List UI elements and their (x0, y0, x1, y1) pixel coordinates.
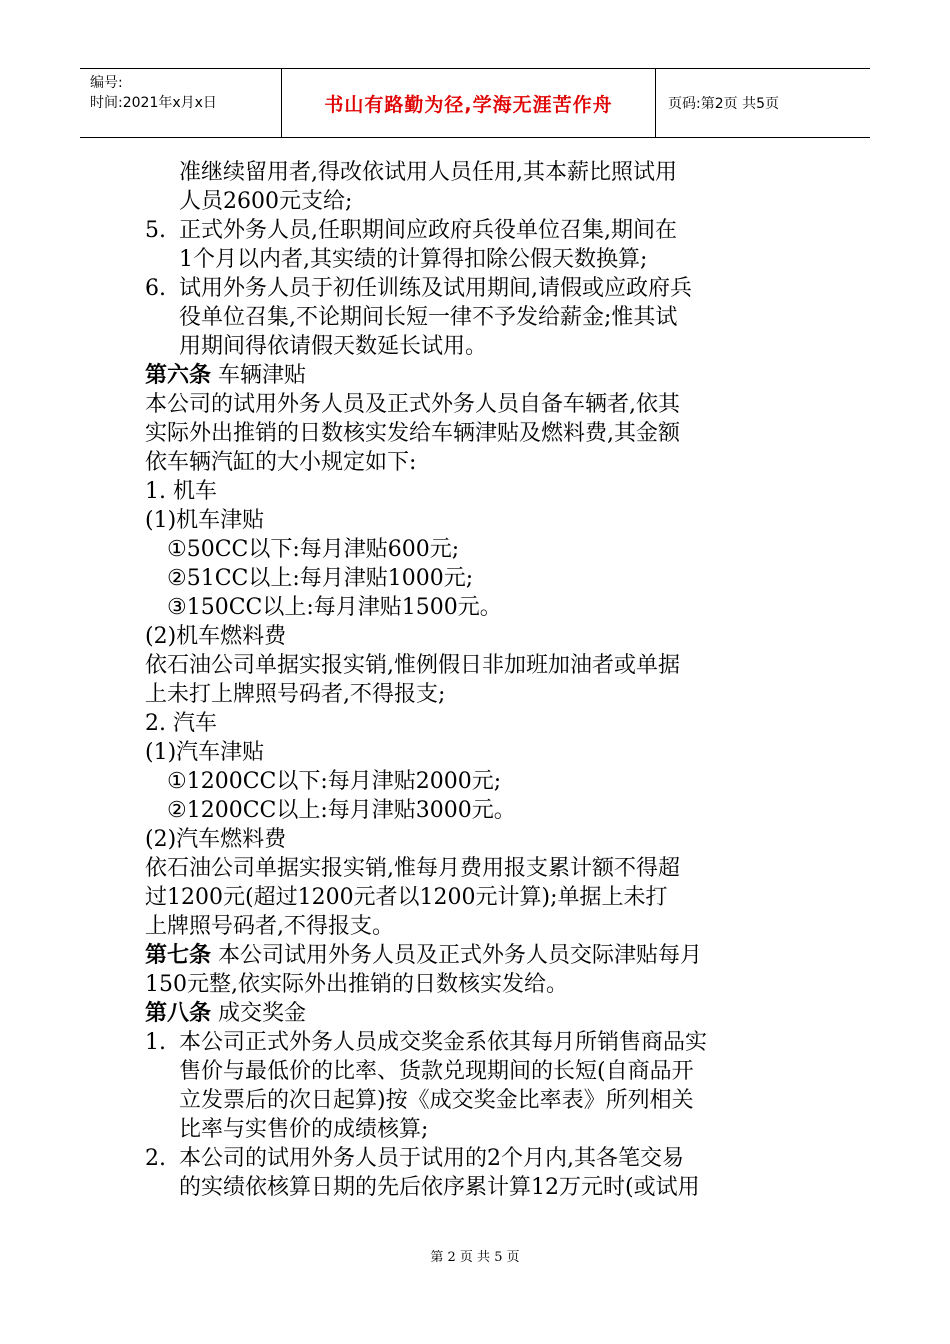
list-item (145, 274, 805, 303)
text-line: ①50CC以下:每月津贴600元; (167, 537, 460, 562)
text-line: 售价与最低价的比率、货款兑现期间的长短(自商品开 (179, 1059, 694, 1084)
text-line: 役单位召集,不论期间长短一律不予发给薪金;惟其试 (179, 305, 678, 330)
article-heading (145, 999, 805, 1028)
article-heading (145, 941, 805, 970)
text-line: ③150CC以上:每月津贴1500元。 (167, 595, 502, 620)
text-line: 人员2600元支给; (179, 189, 353, 214)
text-line: 上未打上牌照号码者,不得报支; (145, 682, 446, 707)
text-line: 过1200元(超过1200元者以1200元计算);单据上未打 (145, 885, 668, 910)
text-line: 本公司正式外务人员成交奖金系依其每月所销售商品实 (179, 1030, 708, 1055)
text-line: (1)机车津贴 (145, 508, 265, 533)
text-line: ②1200CC以上:每月津贴3000元。 (167, 798, 516, 823)
article-number: 第七条 (145, 943, 212, 968)
article-text: 本公司试用外务人员及正式外务人员交际津贴每月 (218, 943, 703, 968)
header-page-label: 页码:第2页 共5页 (668, 96, 779, 112)
text-line: 用期间得依请假天数延长试用。 (179, 334, 488, 359)
text-line: (2)机车燃料费 (145, 624, 287, 649)
list-number: 1. (145, 1030, 166, 1055)
page-footer: 第 2 页 共 5 页 (430, 1250, 520, 1265)
article-number: 第八条 (145, 1001, 212, 1026)
text-line: 150元整,依实际外出推销的日数核实发给。 (145, 972, 568, 997)
text-line: 本公司的试用外务人员及正式外务人员自备车辆者,依其 (145, 392, 680, 417)
page-header (80, 68, 870, 138)
text-line: 试用外务人员于初任训练及试用期间,请假或应政府兵 (179, 276, 692, 301)
text-line: 2. 汽车 (145, 711, 217, 736)
document-number-label: 编号: (90, 75, 123, 91)
text-line: 的实绩依核算日期的先后依序累计算12万元时(或试用 (179, 1175, 700, 1200)
text-line: 上牌照号码者,不得报支。 (145, 914, 394, 939)
list-number: 6. (145, 276, 166, 301)
text-line: ①1200CC以下:每月津贴2000元; (167, 769, 502, 794)
list-number: 2. (145, 1146, 166, 1171)
text-line: 1个月以内者,其实绩的计算得扣除公假天数换算; (179, 247, 648, 272)
article-title: 成交奖金 (218, 1001, 307, 1026)
list-item (145, 216, 805, 245)
list-item (145, 1144, 805, 1173)
article-heading (145, 361, 805, 390)
text-line: (2)汽车燃料费 (145, 827, 287, 852)
list-item (145, 1028, 805, 1057)
list-number: 5. (145, 218, 166, 243)
document-date-label: 时间:2021年x月x日 (90, 95, 217, 111)
text-line: 本公司的试用外务人员于试用的2个月内,其各笔交易 (179, 1146, 684, 1171)
text-line: 比率与实售价的成绩核算; (179, 1117, 429, 1142)
text-line: 正式外务人员,任职期间应政府兵役单位召集,期间在 (179, 218, 677, 243)
article-number: 第六条 (145, 363, 212, 388)
text-line: 依石油公司单据实报实销,惟每月费用报支累计额不得超 (145, 856, 680, 881)
header-meta (80, 69, 282, 137)
text-line: 立发票后的次日起算)按《成交奖金比率表》所列相关 (179, 1088, 694, 1113)
text-line: (1)汽车津贴 (145, 740, 265, 765)
text-line: 实际外出推销的日数核实发给车辆津贴及燃料费,其金额 (145, 421, 680, 446)
header-motto: 书山有路勤为径,学海无涯苦作舟 (282, 69, 656, 137)
text-line: 准继续留用者,得改依试用人员任用,其本薪比照试用 (179, 160, 677, 185)
text-line: 1. 机车 (145, 479, 217, 504)
text-line: ②51CC以上:每月津贴1000元; (167, 566, 474, 591)
document-body (145, 158, 805, 1202)
text-line: 依车辆汽缸的大小规定如下: (145, 450, 417, 475)
article-title: 车辆津贴 (218, 363, 307, 388)
text-line: 依石油公司单据实报实销,惟例假日非加班加油者或单据 (145, 653, 680, 678)
